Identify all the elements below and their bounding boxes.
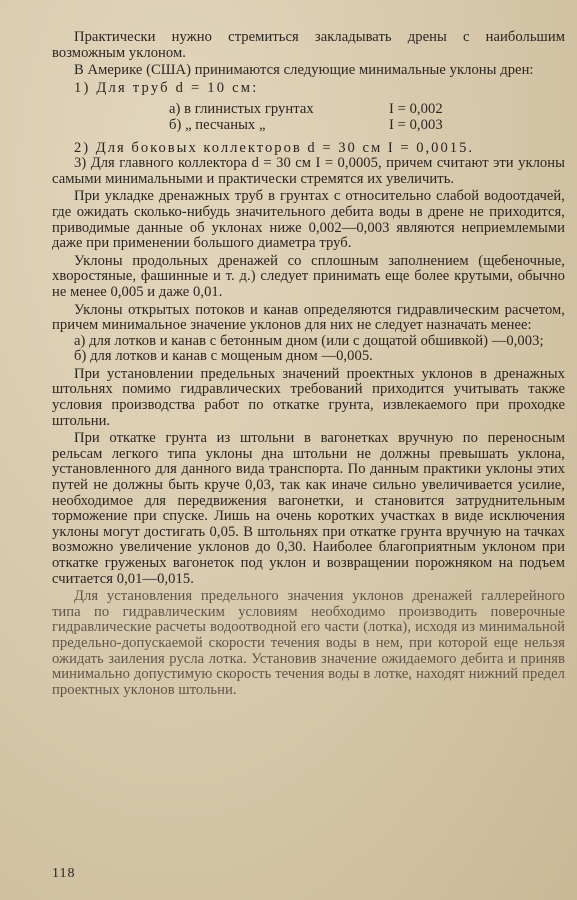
paragraph: Уклоны продольных дренажей со сплошным заполнением (щебеночные, хворостяные, фашинные и т. д.) следует принимать еще более крутыми, обычно не менее 0,005 и даже 0,01.	[52, 252, 565, 300]
paragraph: б) для лотков и канав с мощеным дном —0,005.	[74, 348, 373, 365]
paragraph: При откатке грунта из штольни в вагонетках вручную по переносным рельсам легкого типа уклоны дна штольни не должны превышать уклона, установленного для данного вида транспорта. По данным практики уклоны этих путей не должны быть круче 0,03, так как иначе сильно увеличивается усилие, необходимое для передвижения вагонетки, и становится затруднительным торможение при спуске. Лишь на очень коротких участках в виде исключения уклоны могут достигать 0,05. В штольнях при откатке грунта вручную на тачках возможно увеличение уклонов до 0,30. Наиболее благоприятным уклоном при откатке груженых вагонеток под уклон и возвращении порожняком на подъем считается 0,01—0,015.	[52, 430, 565, 587]
case-value: I = 0,003	[389, 116, 443, 133]
paragraph: Для установления предельного значения уклонов дренажей галлерейного типа по гидравлическим условиям необходимо производить поверочные гидравлические расчеты водоотводной его части (лотка), исходя из минимальной предельно-допускаемой скорости течения воды в нем, при которой еще нельзя ожидать заиления русла лотка. Установив значение ожидаемого дебита и приняв минимально допустимую скорость течения воды в лотке, находят нижний предел проектных уклонов штольни.	[52, 588, 565, 698]
pipe-case-clay	[52, 102, 565, 118]
case-label: а) в глинистых грунтах	[169, 101, 314, 118]
case-label: б) „ песчаных „	[169, 116, 266, 133]
paragraph: а) для лотков и канав с бетонным дном (или с дощатой обшивкой) —0,003;	[74, 332, 544, 349]
paragraph-heading: 2) Для боковых коллекторов d = 30 см I = 0,0015.	[74, 139, 475, 156]
paragraph: В Америке (США) принимаются следующие минимальные уклоны дрен:	[74, 62, 534, 79]
page-text	[52, 30, 565, 698]
paragraph: Уклоны открытых потоков и канав определяются гидравлическим расчетом, причем минимальное значение уклонов для них не следует назначать менее:	[52, 301, 565, 334]
case-value: I = 0,002	[389, 101, 443, 118]
pipe-cases	[52, 102, 565, 133]
paragraph-heading: 1) Для труб d = 10 см:	[74, 79, 259, 96]
paragraph: При укладке дренажных труб в грунтах с относительно слабой водоотдачей, где ожидать сколько-нибудь значительного дебита воды в дрене не приходится, приводимые данные об уклонах ниже 0,002—0,003 являются неприемлемыми даже при применении большого диаметра труб.	[52, 188, 565, 252]
paragraph: 3) Для главного коллектора d = 30 см I = 0,0005, причем считают эти уклоны самыми минимальными и практически стремятся их увеличить.	[52, 155, 565, 187]
page-number: 118	[52, 866, 76, 881]
paragraph: Практически нужно стремиться закладывать дрены с наибольшим возможным уклоном.	[52, 29, 565, 61]
paragraph: При установлении предельных значений проектных уклонов в дренажных штольнях помимо гидравлических требований приходится учитывать также условия производства работ по откатке грунта, извлекаемого при проходке штольни.	[52, 365, 565, 429]
pipe-case-sand	[52, 118, 565, 134]
